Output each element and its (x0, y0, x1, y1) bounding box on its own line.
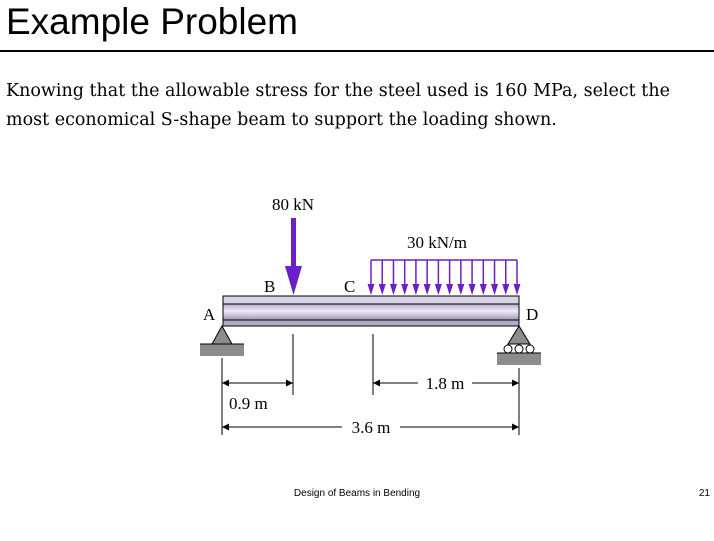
slide-title: Example Problem (6, 1, 299, 42)
distributed-load-arrow-head (480, 284, 487, 295)
point-load-arrow (285, 218, 302, 295)
point-label-a: A (203, 305, 216, 324)
steel-beam (223, 296, 519, 326)
dimension-ab (222, 383, 293, 413)
distributed-load-arrow-head (502, 284, 509, 295)
distributed-load-arrows (368, 260, 521, 295)
distributed-load-arrow-head (491, 284, 498, 295)
point-label-b: B (264, 277, 276, 296)
distributed-load-arrow-head (401, 284, 408, 295)
distributed-load-arrow-head (435, 284, 442, 295)
problem-statement: Knowing that the allowable stress for the steel used is 160 MPa, select the most economical S-shape beam to support the loading shown. (6, 81, 670, 130)
point-load-label: 80 kN (271, 195, 315, 214)
distributed-load-label: 30 kN/m (407, 233, 467, 252)
point-label-d: D (526, 305, 539, 324)
distributed-load-arrow-head (412, 284, 419, 295)
distributed-load-arrow-head (424, 284, 431, 295)
distributed-load-arrow-head (514, 284, 521, 295)
distributed-load-arrow-head (368, 284, 375, 295)
dimension-cd-label: 1.8 m (425, 374, 465, 393)
distributed-load-arrow-head (446, 284, 453, 295)
pin-support-a (200, 326, 244, 356)
dimension-ab-label: 0.9 m (229, 394, 268, 413)
distributed-load-arrow-head (457, 284, 464, 295)
dimension-cd (373, 374, 519, 393)
distributed-load-arrow-head (469, 284, 476, 295)
roller-support-d (497, 326, 541, 365)
distributed-load-arrow-head (390, 284, 397, 295)
page-number: 21 (698, 488, 710, 499)
slide-footer: Design of Beams in Bending (293, 488, 421, 499)
dimension-ad (222, 418, 519, 437)
point-label-c: C (344, 277, 356, 296)
dimension-ad-label: 3.6 m (351, 418, 391, 437)
distributed-load-arrow-head (379, 284, 386, 295)
